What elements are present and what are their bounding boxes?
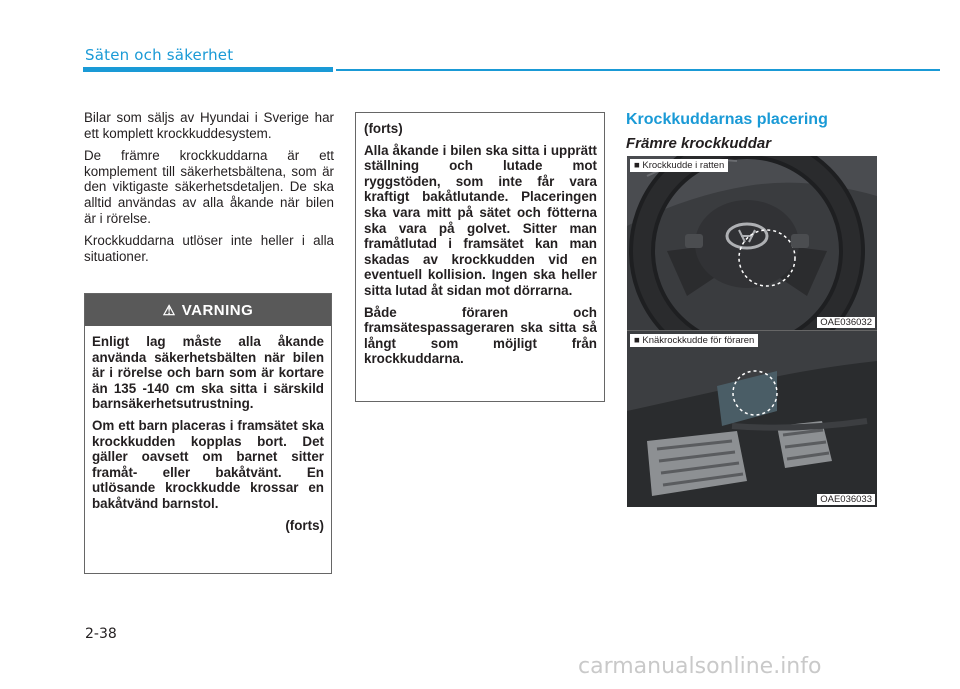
warning-continued: (forts): [285, 517, 324, 533]
image-code: OAE036032: [817, 317, 875, 328]
section-subtitle: Främre krockkuddar: [626, 135, 772, 152]
intro-paragraph: Krockkuddarna utlöser inte heller i alla situationer.: [84, 233, 334, 264]
warning-paragraph: Om ett barn placeras i framsätet ska krockkudden kopplas bort. Det gäller oavsett om barnet sitter framåt- eller bakåtvänt. En utlösande krockkudde krossar en bakåtvänd barnstol.: [92, 417, 324, 511]
image-label: ■ Krockkudde i ratten: [630, 159, 728, 172]
warning-box: [84, 293, 332, 574]
header-accent-bar: [83, 67, 333, 72]
steering-wheel-illustration: [627, 156, 877, 330]
section-header-title: Säten och säkerhet: [85, 46, 234, 64]
warning-paragraph: Enligt lag måste alla åkande använda säkerhetsbälten när bilen är i rörelse och barn som är kortare än 135 -140 cm ska sitta i särskild barnsäkerhetsutrustning.: [92, 334, 324, 412]
page-number: 2-38: [85, 626, 117, 642]
continued-label: (forts): [364, 121, 403, 136]
continued-paragraph: Både föraren och framsätespassageraren ska sitta så långt som möjligt från krockkuddarna.: [364, 304, 597, 367]
image-label: ■ Knäkrockkudde för föraren: [630, 334, 758, 347]
continued-paragraph: Alla åkande i bilen ska sitta i upprätt ställning och lutade mot ryggstöden, som inte får vara kraftigt bakåtlutande. Placeringen ska vara mitt på sätet och fötterna ska vara på golvet. Sitter man framåtlutad i framsätet kan man skadas av krockkudden vid en eventuell kollision. Ingen ska heller sitta lutad åt sidan mot dörrarna.: [364, 142, 597, 298]
knee-airbag-image: [627, 330, 877, 507]
section-title: Krockkuddarnas placering: [626, 111, 828, 128]
warning-heading: VARNING: [181, 301, 254, 319]
intro-paragraph: Bilar som säljs av Hyundai i Sverige har ett komplett krockkuddesystem.: [84, 110, 334, 141]
continued-warning-box: [355, 112, 605, 402]
warning-triangle-icon: ⚠: [162, 301, 176, 318]
intro-text: [84, 110, 334, 271]
image-code: OAE036033: [817, 494, 875, 505]
intro-paragraph: De främre krockkuddarna är ett komplement till säkerhetsbältena, som är den viktigaste säkerhetsdetaljen. De ska alltid användas av alla åkande när bilen är i rörelse.: [84, 148, 334, 226]
knee-airbag-illustration: [627, 331, 877, 507]
warning-header: [85, 294, 331, 326]
steering-wheel-airbag-image: [627, 156, 877, 330]
watermark-text: carmanualsonline.info: [578, 654, 822, 679]
header-rule: [336, 69, 940, 71]
